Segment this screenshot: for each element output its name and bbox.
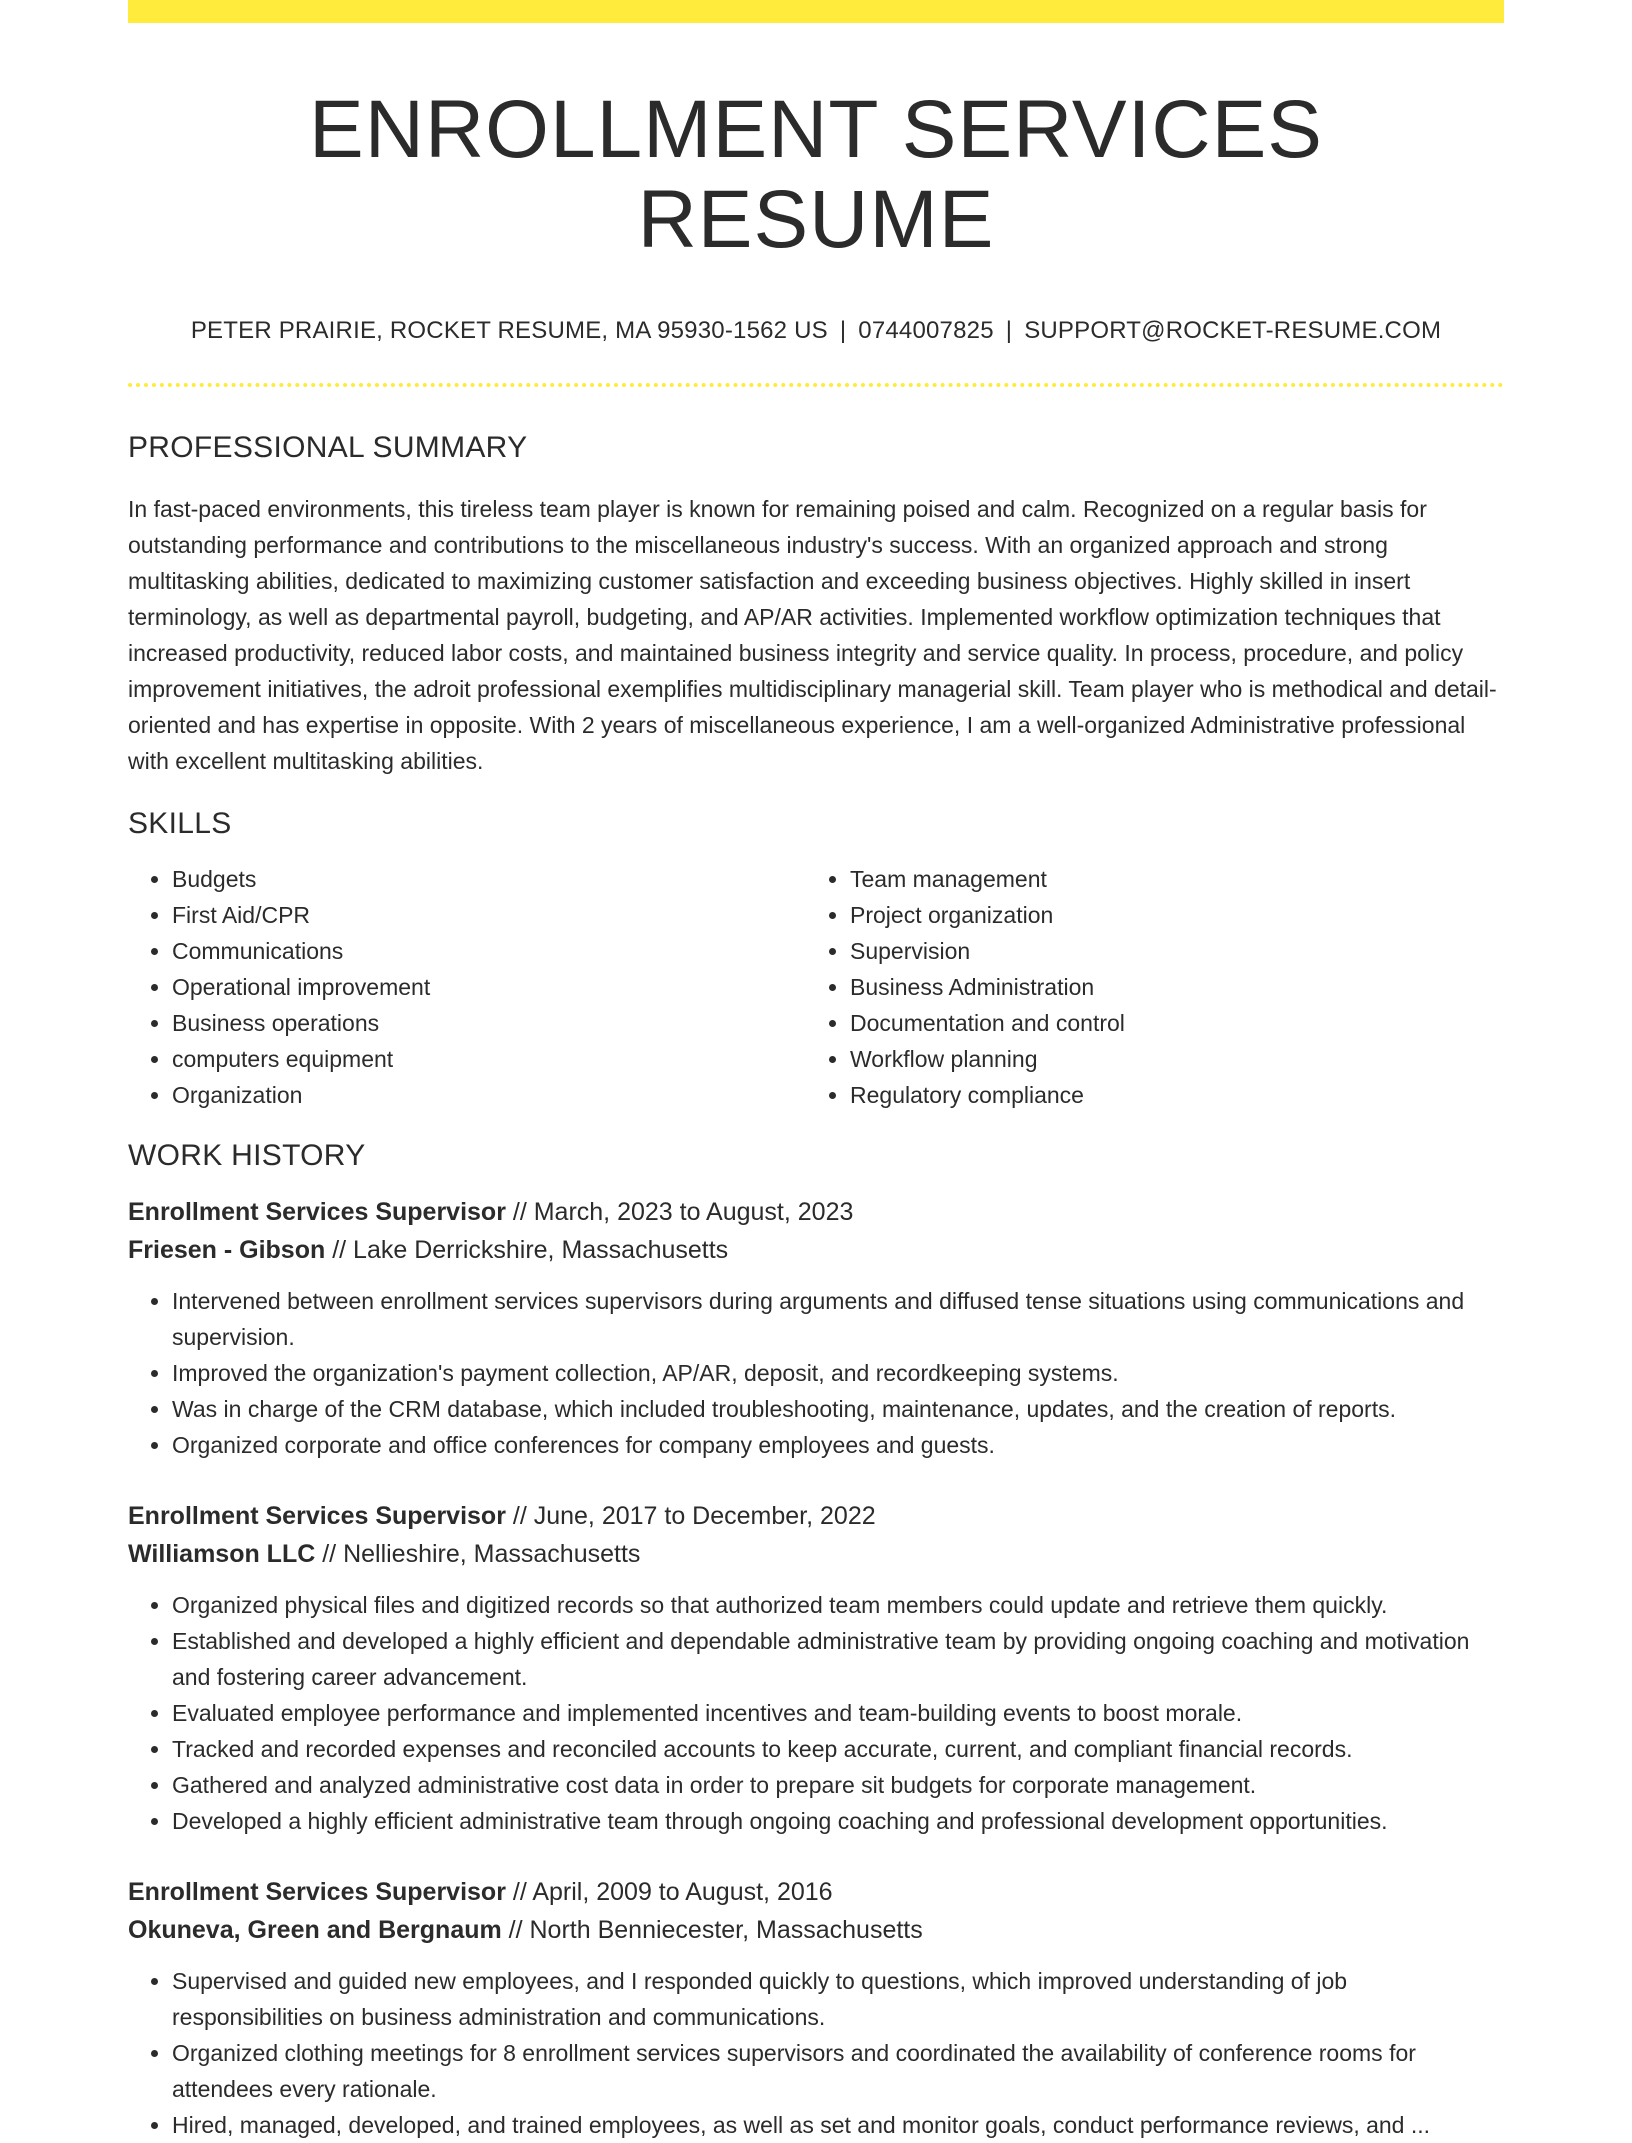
job-title-line: [128, 1873, 1504, 1911]
accent-bar: [128, 0, 1504, 23]
skill-item: • Business Administration: [850, 969, 1484, 1005]
dotted-divider: [128, 383, 1504, 387]
job-entry: [128, 1193, 1504, 1463]
job-bullet: • Was in charge of the CRM database, which included troubleshooting, maintenance, updates, and the creation of reports.: [172, 1391, 1504, 1427]
contact-line: [128, 317, 1504, 345]
skill-item: • computers equipment: [172, 1041, 806, 1077]
work-history-heading: WORK HISTORY: [128, 1139, 366, 1173]
job-bullet: • Supervised and guided new employees, and I responded quickly to questions, which improved understanding of job responsibilities on business administration and communications.: [172, 1963, 1504, 2035]
skills-heading: SKILLS: [128, 807, 232, 841]
job-bullets: [128, 1283, 1504, 1463]
job-bullet: • Established and developed a highly efficient and dependable administrative team by providing ongoing coaching and motivation and fostering career advancement.: [172, 1623, 1504, 1695]
job-entry: [128, 1873, 1504, 2143]
job-title: Enrollment Services Supervisor: [128, 1878, 506, 1907]
summary-text: In fast-paced environments, this tireless team player is known for remaining poised and calm. Recognized on a regular basis for outstanding performance and contributions to the miscellaneous industry's success. With an organized approach and strong multitasking abilities, dedicated to maximizing customer satisfaction and exceeding business objectives. Highly skilled in insert terminology, as well as departmental payroll, budgeting, and AP/AR activities. Implemented workflow optimization techniques that increased productivity, reduced labor costs, and maintained business integrity and service quality. In process, procedure, and policy improvement initiatives, the adroit professional exemplifies multidisciplinary managerial skill. Team player who is methodical and detail-oriented and has expertise in opposite. With 2 years of miscellaneous experience, I am a well-organized Administrative professional with excellent multitasking abilities.: [128, 496, 1497, 775]
job-title-line: [128, 1497, 1504, 1535]
skills-column-left: [128, 861, 806, 1113]
skill-item: • Project organization: [850, 897, 1484, 933]
job-location: // Lake Derrickshire, Massachusetts: [325, 1236, 729, 1265]
job-bullet: • Hired, managed, developed, and trained employees, as well as set and monitor goals, conduct performance reviews, and ...: [172, 2107, 1504, 2143]
skill-item: • Regulatory compliance: [850, 1077, 1484, 1113]
contact-separator: |: [839, 317, 847, 345]
job-title: Enrollment Services Supervisor: [128, 1502, 506, 1531]
job-title: Enrollment Services Supervisor: [128, 1198, 506, 1227]
job-bullet: • Tracked and recorded expenses and reconciled accounts to keep accurate, current, and compliant financial records.: [172, 1731, 1504, 1767]
skill-item: • First Aid/CPR: [172, 897, 806, 933]
contact-separator: |: [1005, 317, 1013, 345]
skill-item: • Budgets: [172, 861, 806, 897]
job-bullets: [128, 1963, 1504, 2143]
job-bullet: • Developed a highly efficient administrative team through ongoing coaching and professional development opportunities.: [172, 1803, 1504, 1839]
skill-item: • Operational improvement: [172, 969, 806, 1005]
job-company-line: [128, 1231, 1504, 1269]
skill-item: • Business operations: [172, 1005, 806, 1041]
skill-item: • Supervision: [850, 933, 1484, 969]
job-dates: // March, 2023 to August, 2023: [505, 1198, 854, 1227]
contact-phone: 0744007825: [858, 317, 994, 345]
job-company: Okuneva, Green and Bergnaum: [128, 1916, 502, 1945]
job-company-line: [128, 1535, 1504, 1573]
skill-item: • Workflow planning: [850, 1041, 1484, 1077]
job-company: Friesen - Gibson: [128, 1236, 326, 1265]
skill-item: • Organization: [172, 1077, 806, 1113]
contact-email[interactable]: SUPPORT@ROCKET-RESUME.COM: [1024, 317, 1442, 345]
job-bullet: • Organized corporate and office conferences for company employees and guests.: [172, 1427, 1504, 1463]
job-dates: // June, 2017 to December, 2022: [505, 1502, 876, 1531]
job-dates: // April, 2009 to August, 2016: [505, 1878, 833, 1907]
summary-heading: PROFESSIONAL SUMMARY: [128, 431, 528, 465]
job-bullet: • Intervened between enrollment services supervisors during arguments and diffused tense situations using communications and supervision.: [172, 1283, 1504, 1355]
resume-title: ENROLLMENT SERVICES RESUME: [309, 84, 1323, 266]
job-entry: [128, 1497, 1504, 1839]
job-location: // Nellieshire, Massachusetts: [315, 1540, 641, 1569]
job-bullet: • Organized clothing meetings for 8 enrollment services supervisors and coordinated the availability of conference rooms for attendees every rationale.: [172, 2035, 1504, 2107]
job-company: Williamson LLC: [128, 1540, 316, 1569]
job-bullet: • Organized physical files and digitized records so that authorized team members could update and retrieve them quickly.: [172, 1587, 1504, 1623]
job-bullet: • Evaluated employee performance and implemented incentives and team-building events to boost morale.: [172, 1695, 1504, 1731]
skill-item: • Communications: [172, 933, 806, 969]
job-bullet: • Improved the organization's payment collection, AP/AR, deposit, and recordkeeping systems.: [172, 1355, 1504, 1391]
job-title-line: [128, 1193, 1504, 1231]
skills-list: [128, 861, 1504, 1113]
job-bullet: • Gathered and analyzed administrative cost data in order to prepare sit budgets for corporate management.: [172, 1767, 1504, 1803]
resume-page: [128, 0, 1504, 2143]
job-location: // North Benniecester, Massachusetts: [501, 1916, 923, 1945]
skill-item: • Documentation and control: [850, 1005, 1484, 1041]
job-company-line: [128, 1911, 1504, 1949]
skills-column-right: [806, 861, 1484, 1113]
job-bullets: [128, 1587, 1504, 1839]
contact-address: PETER PRAIRIE, ROCKET RESUME, MA 95930-1562 US: [190, 317, 828, 345]
skill-item: • Team management: [850, 861, 1484, 897]
